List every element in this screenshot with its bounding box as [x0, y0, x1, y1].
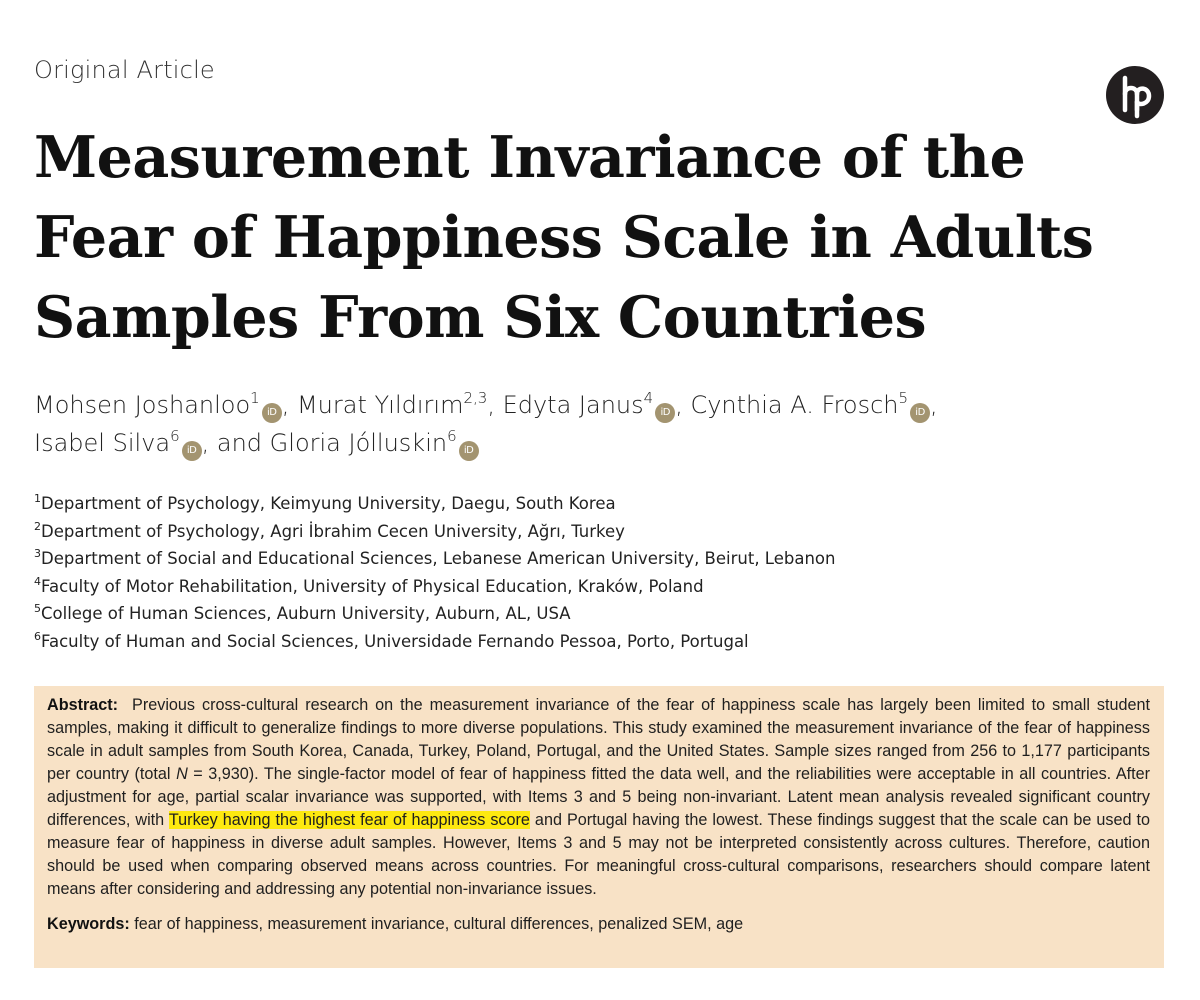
author-affiliation-number: 6 — [170, 427, 180, 445]
affiliation-item — [34, 518, 1174, 546]
author-list — [34, 386, 1174, 462]
abstract-label: Abstract: — [47, 696, 119, 714]
author-jolluskin — [202, 429, 479, 457]
affiliation-number: 1 — [34, 492, 41, 505]
affiliation-text: Faculty of Motor Rehabilitation, University of Physical Education, Kraków, Poland — [41, 576, 704, 596]
author-prefix: , — [675, 391, 691, 419]
affiliation-number: 2 — [34, 519, 41, 533]
title-line-1: Measurement Invariance of the — [34, 124, 1026, 191]
orcid-icon[interactable]: iD — [655, 403, 675, 423]
affiliation-text: Department of Psychology, Keimyung University, Daegu, South Korea — [41, 494, 616, 513]
abstract-part-2: = 3,930). The single-factor model of fear of happiness fitted the data well, and the reliabilities were acceptable in all countries. After adjustment for age, partial scalar invariance was supported, with Items 3 and 5 being non-invariant. Latent mean analysis revealed significant country differences, with — [47, 765, 1151, 829]
affiliation-item — [34, 545, 1174, 573]
affiliation-text: Faculty of Human and Social Sciences, Universidade Fernando Pessoa, Porto, Portugal — [41, 631, 749, 651]
affiliation-text: Department of Social and Educational Sciences, Lebanese American University, Beirut, Lebanon — [41, 549, 836, 569]
author-joshanloo — [34, 391, 282, 419]
title-line-3: Samples From Six Countries — [34, 284, 927, 351]
author-name: Mohsen Joshanloo — [34, 391, 251, 419]
publisher-logo-icon — [1106, 66, 1164, 124]
author-affiliation-number: 6 — [447, 427, 457, 445]
affiliation-number: 3 — [34, 547, 41, 561]
author-name: Cynthia A. Frosch — [690, 391, 899, 419]
author-name: Isabel Silva — [34, 429, 171, 457]
orcid-icon[interactable]: iD — [459, 441, 479, 461]
keywords-text: fear of happiness, measurement invariance, cultural differences, penalized SEM, age — [134, 915, 744, 933]
author-name: Murat Yıldırım — [296, 391, 464, 419]
author-affiliation-number: 1 — [250, 389, 260, 407]
article-title — [34, 118, 1134, 358]
author-silva — [34, 429, 202, 457]
title-line-2: Fear of Happiness Scale in Adults — [34, 204, 1094, 271]
author-affiliation-number: 5 — [898, 389, 909, 407]
author-yildirim — [282, 391, 488, 419]
affiliation-number: 4 — [34, 574, 41, 588]
affiliation-item — [34, 628, 1174, 656]
author-prefix: , — [487, 391, 503, 419]
affiliation-text: College of Human Sciences, Auburn University, Auburn, AL, USA — [41, 604, 571, 624]
abstract-text — [47, 694, 1150, 901]
abstract-box — [34, 686, 1164, 968]
affiliation-item — [34, 600, 1174, 628]
author-name: Edyta Janus — [502, 391, 644, 419]
affiliation-number: 6 — [34, 629, 41, 643]
orcid-icon[interactable]: iD — [182, 441, 202, 461]
keywords-label: Keywords: — [47, 915, 130, 933]
author-frosch — [675, 391, 930, 419]
affiliation-list — [34, 490, 1174, 656]
abstract-part-3: and Portugal having the lowest. These findings suggest that the scale can be used to measure fear of happiness in diverse adult samples. However, Items 3 and 5 may not be interpreted consistently across cultures. Therefore, caution should be used when comparing observed means across countries. For meaningful cross-cultural comparisons, researchers should compare latent means after considering and addressing any potential non-invariance issues. — [47, 811, 1150, 898]
orcid-icon[interactable]: iD — [910, 403, 930, 423]
orcid-icon[interactable]: iD — [262, 403, 282, 423]
abstract-part-1: Previous cross-cultural research on the measurement invariance of the fear of happiness scale has largely been limited to small student samples, making it difficult to generalize findings to more diverse populations. This study examined the measurement invariance of the fear of happiness scale in adult samples from South Korea, Canada, Turkey, Poland, Portugal, and the United States. Sample sizes ranged from 256 to 1,177 participants per country (total — [47, 696, 1150, 783]
affiliation-item — [34, 490, 1174, 518]
author-name: Gloria Jólluskin — [269, 429, 448, 457]
article-type-label: Original Article — [34, 56, 215, 84]
author-prefix: , — [281, 391, 297, 419]
abstract-highlight[interactable]: Turkey having the highest fear of happiness score — [168, 811, 530, 829]
affiliation-number: 5 — [34, 602, 41, 616]
author-affiliation-number: 2,3 — [463, 389, 488, 407]
affiliation-item — [34, 573, 1174, 601]
author-janus — [487, 391, 675, 419]
author-prefix: , and — [201, 429, 270, 457]
affiliation-text: Department of Psychology, Agri İbrahim Cecen University, Ağrı, Turkey — [41, 521, 625, 541]
keywords — [47, 913, 1150, 936]
author-line-2 — [34, 424, 1174, 462]
author-line-1 — [34, 386, 1174, 424]
abstract-n-symbol: N — [176, 765, 188, 783]
author-separator: , — [930, 391, 938, 419]
author-affiliation-number: 4 — [643, 389, 654, 407]
